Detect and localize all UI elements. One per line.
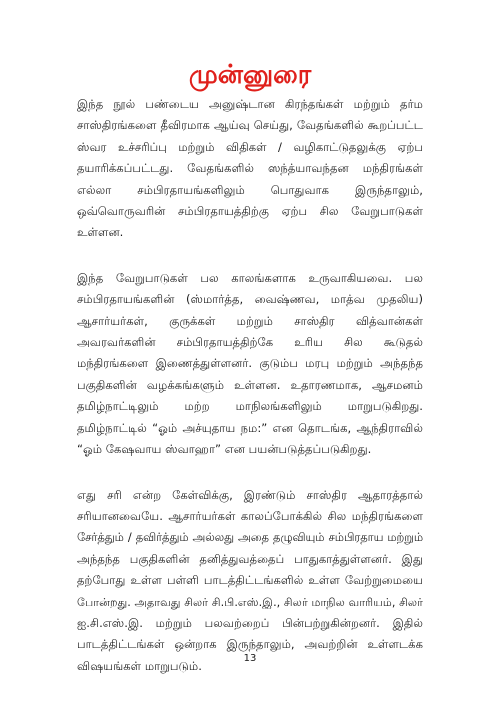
text-line: தமிழ்நாட்டிலும் மற்ற மாநிலங்களிலும் மாறுபடுகிறது. <box>77 399 423 414</box>
paragraph-3 <box>77 485 423 678</box>
page-number: 13 <box>243 653 257 664</box>
text-line: ஒவ்வொருவரின் சம்பிரதாயத்திற்கு ஏற்ப சில வேறுபாடுகள் <box>77 204 423 219</box>
text-line: ஐ.சி.எஸ்.இ. மற்றும் பலவற்றைப் பின்பற்றுகின்றனர். இதில் <box>77 615 423 630</box>
text-line: பகுதிகளின் வழக்கங்களும் உள்ளன. உதாரணமாக, ஆசமனம் <box>77 377 423 392</box>
text-line: அந்தந்த பகுதிகளின் தனித்துவத்தைப் பாதுகாத்துள்ளனர். இது <box>77 551 423 566</box>
paragraph-1 <box>77 94 423 244</box>
text-line: போன்றது. அதாவது சிலர் சி.பி.எஸ்.இ., சிலர் மாநில வாரியம், சிலர் <box>77 595 423 609</box>
text-line: மந்திரங்களை இணைத்துள்ளனர். குடும்ப மரபு மற்றும் அந்தந்த <box>77 356 423 371</box>
text-line: தற்போது உள்ள பள்ளி பாடத்திட்டங்களில் உள்ள வேற்றுமையை <box>77 573 423 588</box>
text-line: உள்ளன. <box>77 225 124 240</box>
text-line: சம்பிரதாயங்களின் (ஸ்மார்த்த, வைஷ்ணவ, மாத்வ முதலிய) <box>77 292 423 307</box>
text-line: அவரவர்களின் சம்பிரதாயத்திற்கே உரிய சில கூடுதல் <box>77 335 423 350</box>
paragraph-2 <box>77 268 423 461</box>
text-line: சரியானவையே. ஆசார்யர்கள் காலப்போக்கில் சில மந்திரங்களை <box>77 508 423 523</box>
text-line: தயாரிக்கப்பட்டது. வேதங்களில் ஸந்த்யாவந்தன மந்திரங்கள் <box>77 161 423 176</box>
text-line: ஸ்வர உச்சரிப்பு மற்றும் விதிகள் / வழிகாட்டுதலுக்கு ஏற்ப <box>77 139 423 154</box>
text-line: ஆசார்யர்கள், குருக்கள் மற்றும் சாஸ்திர வித்வான்கள் <box>77 313 423 328</box>
text-line: சாஸ்திரங்களை தீவிரமாக ஆய்வு செய்து, வேதங்களில் கூறப்பட்ட <box>77 118 423 133</box>
text-line: இந்த வேறுபாடுகள் பல காலங்களாக உருவாகியவை. பல <box>77 270 423 285</box>
text-line: “ஓம் கேஷவாய ஸ்வாஹா” என பயன்படுத்தப்படுகிறது. <box>77 442 372 457</box>
text-line: சேர்த்தும் / தவிர்த்தும் அல்லது அதை தழுவியும் சம்பிரதாய மற்றும் <box>77 530 423 545</box>
text-line: எது சரி என்ற கேள்விக்கு, இரண்டும் சாஸ்திர ஆதாரத்தால் <box>77 487 423 502</box>
text-line: பாடத்திட்டங்கள் ஒன்றாக இருந்தாலும், அவற்றின் உள்ளடக்க <box>77 637 423 652</box>
text-line: எல்லா சம்பிரதாயங்களிலும் பொதுவாக இருந்தாலும், <box>77 182 423 197</box>
text-line: தமிழ்நாட்டில் “ஓம் அச்யுதாய நம:” என தொடங்க, ஆந்திராவில் <box>77 420 423 435</box>
text-line: இந்த நூல் பண்டைய அனுஷ்டான கிரந்தங்கள் மற்றும் தர்ம <box>77 97 423 111</box>
body-text <box>77 94 423 701</box>
page-title: முன்னுரை <box>188 60 312 90</box>
text-line: விஷயங்கள் மாறுபடும். <box>77 658 202 673</box>
